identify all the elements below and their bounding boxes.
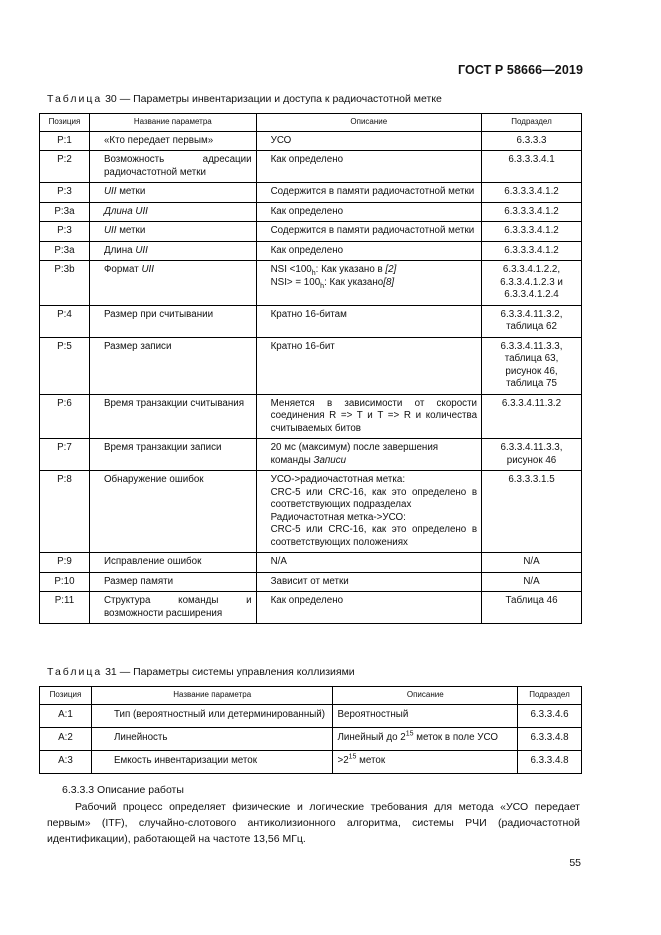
- subsection-cell: 6.3.3.3.4.1.2: [482, 202, 582, 222]
- description-cell: [256, 261, 481, 306]
- description-cell: Зависит от метки: [256, 572, 481, 592]
- text: NSI <100: [270, 264, 312, 275]
- position-cell: P:3a: [40, 241, 90, 261]
- uii-term: UII: [103, 225, 117, 236]
- subsection-cell: 6.3.3.3.4.1: [482, 151, 582, 183]
- subsection-cell: 6.3.3.4.8: [518, 727, 582, 750]
- subsection-cell: 6.3.3.4.1.2.2, 6.3.3.4.1.2.3 и 6.3.3.4.1.2.4: [482, 261, 582, 306]
- description-cell: УСО: [256, 131, 481, 151]
- subsection-cell: 6.3.3.3: [482, 131, 582, 151]
- text: : Как указано в: [315, 264, 386, 275]
- parameter-name-cell: Линейность: [91, 727, 333, 750]
- parameter-name-cell: Обнаружение ошибок: [89, 471, 256, 553]
- table-row: [40, 394, 582, 439]
- text: : Как указано: [324, 276, 384, 288]
- parameter-name-cell: Размер записи: [89, 337, 256, 394]
- table-row: [40, 305, 582, 337]
- standard-number: ГОСТ Р 58666—2019: [457, 63, 583, 77]
- subsection-cell: 6.3.3.4.11.3.2: [482, 394, 582, 439]
- description-cell: Как определено: [256, 241, 481, 261]
- parameter-name-cell: «Кто передает первым»: [89, 131, 256, 151]
- name-rest: метки: [116, 186, 146, 197]
- parameter-name-cell: [89, 222, 256, 242]
- table-30-caption-prefix: Таблица: [47, 93, 103, 105]
- superscript: 15: [348, 753, 357, 761]
- position-cell: P:5: [40, 337, 90, 394]
- name-rest: метки: [116, 225, 146, 236]
- description-cell: Как определено: [256, 592, 481, 624]
- parameter-name-cell: [89, 183, 256, 203]
- description-cell: Содержится в памяти радиочастотной метки: [256, 222, 481, 242]
- column-header: Подраздел: [518, 687, 582, 705]
- parameter-name-cell: Возможность адресации радиочастотной метки: [89, 151, 256, 183]
- table-30: [39, 113, 582, 624]
- uii-term: UII: [135, 244, 148, 256]
- subsection-cell: 6.3.3.4.11.3.2, таблица 62: [482, 305, 582, 337]
- description-cell: [333, 750, 518, 773]
- description-line: [271, 264, 477, 277]
- subsection-cell: 6.3.3.3.4.1.2: [482, 183, 582, 203]
- position-cell: A:1: [40, 704, 92, 727]
- table-31: [39, 686, 582, 774]
- table-row: [40, 439, 582, 471]
- table-row: [40, 704, 582, 727]
- table-row: [40, 572, 582, 592]
- text: Линейный до 2: [337, 732, 406, 744]
- description-line: CRC-5 или CRC-16, как это определено в соответствующих положениях: [270, 524, 478, 548]
- subsection-cell: 6.3.3.4.11.3.3, таблица 63, рисунок 46, таблица 75: [482, 337, 582, 394]
- position-cell: P:3: [40, 183, 90, 203]
- description-cell: Меняется в зависимости от скорости соединения R => T и T => R и количества считываемых битов: [256, 394, 481, 439]
- description-line: CRC-5 или CRC-16, как это определено в соответствующих подразделах: [270, 486, 478, 510]
- column-header: Подраздел: [482, 114, 582, 132]
- table-header-row: [40, 114, 582, 132]
- parameter-name-cell: Емкость инвентаризации меток: [91, 750, 333, 773]
- position-cell: P:6: [40, 394, 90, 439]
- position-cell: P:7: [40, 439, 90, 471]
- subsection-cell: N/A: [482, 572, 582, 592]
- table-row: [40, 131, 582, 151]
- parameter-name-cell: Время транзакции записи: [89, 439, 256, 471]
- position-cell: P:3a: [40, 202, 90, 222]
- parameter-name-cell: [89, 241, 256, 261]
- parameter-name-cell: Структура команды и возможности расширения: [89, 592, 256, 624]
- description-line: УСО->радиочастотная метка:: [270, 474, 406, 485]
- name-pre: Длина: [103, 244, 136, 256]
- table-31-caption: [47, 666, 355, 678]
- position-cell: P:8: [40, 471, 90, 553]
- subsection-cell: 6.3.3.3.4.1.2: [482, 241, 582, 261]
- table-row: [40, 553, 582, 573]
- position-cell: P:10: [40, 572, 90, 592]
- section-title: 6.3.3.3 Описание работы: [62, 784, 184, 796]
- description-line: [271, 277, 477, 290]
- description-cell: Как определено: [256, 202, 481, 222]
- description-line: Радиочастотная метка->УСО:: [270, 511, 406, 523]
- subscript: h: [320, 282, 325, 290]
- text: >2: [337, 755, 349, 767]
- subsection-cell: 6.3.3.3.4.1.2: [482, 222, 582, 242]
- subsection-cell: 6.3.3.3.1.5: [482, 471, 582, 553]
- column-header: Позиция: [40, 687, 92, 705]
- subscript: h: [311, 269, 316, 277]
- table-row: [40, 151, 582, 183]
- page-number: 55: [569, 857, 581, 869]
- reference: [2]: [385, 264, 397, 275]
- description-cell: [333, 727, 518, 750]
- position-cell: P:9: [40, 553, 90, 573]
- parameter-name-cell: Время транзакции считывания: [89, 394, 256, 439]
- description-cell: Как определено: [256, 151, 481, 183]
- table-row: [40, 592, 582, 624]
- position-cell: P:4: [40, 305, 90, 337]
- description-cell: Кратно 16-бит: [256, 337, 481, 394]
- text: 20 мс (максимум) после завершения команды: [270, 442, 439, 466]
- table-31-caption-text: 31 — Параметры системы управления коллизиями: [105, 666, 355, 678]
- text: NSI> = 100: [270, 276, 321, 288]
- section-paragraph: Рабочий процесс определяет физические и логические требования для метода «УСО передает первым» (ITF), случайно-слотового антиколизионного алгоритма, системы РЧИ (радиочастотной идентификации), работающей на частоте 13,56 МГц.: [47, 801, 580, 845]
- description-cell: [256, 439, 481, 471]
- table-row: [40, 202, 582, 222]
- uii-term: UII: [103, 186, 117, 197]
- text: меток: [356, 755, 386, 767]
- parameter-name-cell: Тип (вероятностный или детерминированный): [91, 704, 333, 727]
- description-cell: N/A: [256, 553, 481, 573]
- column-header: Название параметра: [89, 114, 256, 132]
- subsection-cell: N/A: [482, 553, 582, 573]
- position-cell: P:3b: [40, 261, 90, 306]
- parameter-name-cell: Размер при считывании: [89, 305, 256, 337]
- table-row: [40, 727, 582, 750]
- table-row: [40, 750, 582, 773]
- text: меток в поле УСО: [413, 732, 498, 744]
- parameter-name-cell: Исправление ошибок: [89, 553, 256, 573]
- position-cell: A:3: [40, 750, 92, 773]
- position-cell: P:11: [40, 592, 90, 624]
- table-31-caption-prefix: Таблица: [47, 666, 103, 678]
- description-cell: Вероятностный: [333, 704, 518, 727]
- column-header: Описание: [256, 114, 481, 132]
- parameter-name-cell: [89, 261, 256, 306]
- parameter-name-cell: [89, 202, 256, 222]
- uii-term: UII: [135, 205, 148, 217]
- subsection-cell: 6.3.3.4.8: [518, 750, 582, 773]
- uii-term: UII: [141, 264, 154, 275]
- table-30-caption: [47, 93, 442, 105]
- table-30-caption-text: 30 — Параметры инвентаризации и доступа к радиочастотной метке: [105, 93, 442, 105]
- description-cell: [256, 471, 481, 553]
- reference: [8]: [383, 276, 395, 288]
- column-header: Позиция: [40, 114, 90, 132]
- description-cell: Содержится в памяти радиочастотной метки: [256, 183, 481, 203]
- subsection-cell: 6.3.3.4.11.3.3, рисунок 46: [482, 439, 582, 471]
- table-row: [40, 241, 582, 261]
- parameter-name-cell: Размер памяти: [89, 572, 256, 592]
- table-row: [40, 471, 582, 553]
- superscript: 15: [405, 730, 414, 738]
- table-row: [40, 261, 582, 306]
- position-cell: P:2: [40, 151, 90, 183]
- position-cell: P:1: [40, 131, 90, 151]
- name-pre: Формат: [103, 264, 142, 275]
- table-header-row: [40, 687, 582, 705]
- name-pre: Длина: [103, 205, 136, 217]
- column-header: Название параметра: [91, 687, 333, 705]
- table-row: [40, 183, 582, 203]
- position-cell: P:3: [40, 222, 90, 242]
- subsection-cell: 6.3.3.4.6: [518, 704, 582, 727]
- table-row: [40, 222, 582, 242]
- description-cell: Кратно 16-битам: [256, 305, 481, 337]
- position-cell: A:2: [40, 727, 92, 750]
- command-name: Записи: [313, 454, 347, 466]
- subsection-cell: Таблица 46: [482, 592, 582, 624]
- table-row: [40, 337, 582, 394]
- column-header: Описание: [333, 687, 518, 705]
